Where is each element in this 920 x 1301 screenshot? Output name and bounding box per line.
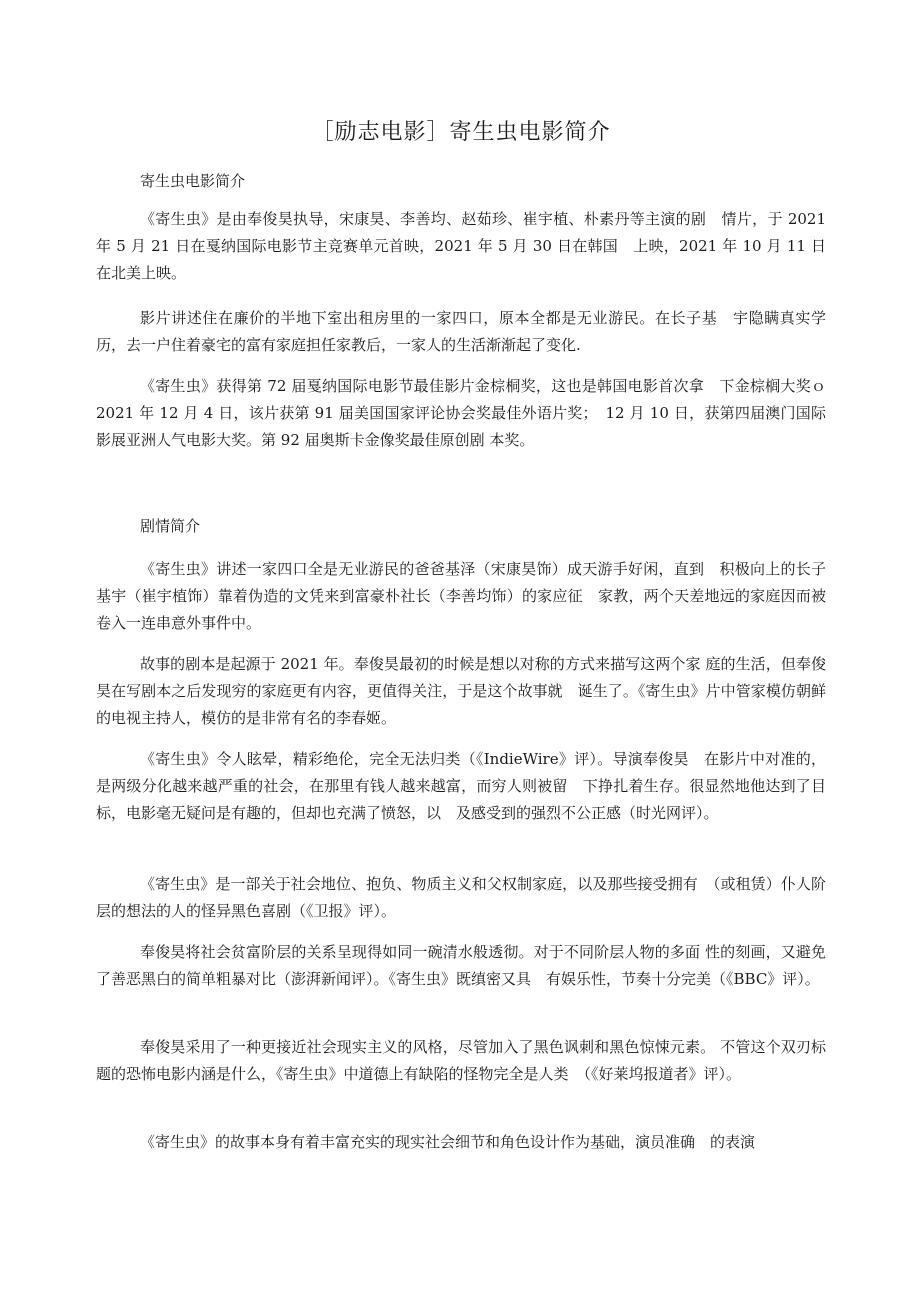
section-heading-intro: 寄生虫电影简介 (140, 172, 246, 190)
section-heading-plot: 剧情简介 (140, 517, 201, 535)
paragraph: 奉俊昊将社会贫富阶层的关系呈现得如同一碗清水般透彻。对于不同阶层人物的多面 性的刻画，又避免了善恶黑白的简单粗暴对比（澎湃新闻评）。《寄生虫》既缜密又具 有娱乐性，节奏十分完美（《BBC》评）。 (96, 943, 826, 988)
paragraph: 《寄生虫》是由奉俊昊执导，宋康昊、李善均、赵茹珍、崔宇植、朴素丹等主演的剧 情片，于 2021 年 5 月 21 日在戛纳国际电影节主竞赛单元首映，2021 年 5 月 30 日在韩国 上映，2021 年 10 月 11 日在北美上映。 (96, 210, 826, 282)
paragraph: 《寄生虫》令人眩晕，精彩绝伦，完全无法归类（《IndieWire》评）。导演奉俊昊 在影片中对准的，是两级分化越来越严重的社会，在那里有钱人越来越富，而穷人则被留 下挣扎着生存。很显然地他达到了目标，电影毫无疑问是有趣的，但却也充满了愤怒，以 及感受到的强烈不公正感（时光网评）。 (96, 750, 826, 822)
paragraph: 故事的剧本是起源于 2021 年。奉俊昊最初的时候是想以对称的方式来描写这两个家 庭的生活，但奉俊昊在写剧本之后发现穷的家庭更有内容，更值得关注，于是这个故事就 诞生了。《寄生虫》片中管家模仿朝鲜的电视主持人，模仿的是非常有名的李春姬。 (96, 655, 826, 727)
paragraph: 奉俊昊采用了一种更接近社会现实主义的风格，尽管加入了黑色讽刺和黑色惊悚元素。 不管这个双刃标题的恐怖电影内涵是什么，《寄生虫》中道德上有缺陷的怪物完全是人类 （《好莱坞报道者》评）。 (96, 1038, 826, 1083)
paragraph: 《寄生虫》是一部关于社会地位、抱负、物质主义和父权制家庭，以及那些接受拥有 （或租赁）仆人阶层的想法的人的怪异黑色喜剧（《卫报》评）。 (96, 875, 826, 920)
paragraph: 《寄生虫》讲述一家四口全是无业游民的爸爸基泽（宋康昊饰）成天游手好闲，直到 积极向上的长子基宇（崔宇植饰）靠着伪造的文凭来到富豪朴社长（李善均饰）的家应征 家教，两个天差地远的家庭因而被卷入一连串意外事件中。 (96, 560, 826, 632)
paragraph: 《寄生虫》的故事本身有着丰富充实的现实社会细节和角色设计作为基础，演员准确 的表演 (140, 1133, 756, 1151)
paragraph: 《寄生虫》获得第 72 届戛纳国际电影节最佳影片金棕桐奖，这也是韩国电影首次拿 下金棕榈大奖ｏ 2021 年 12 月 4 日，该片获第 91 届美国国家评论协会奖最佳外语片奖； 12 月 10 日，获第四届澳门国际影展亚洲人气电影大奖。第 92 届奥斯卡金像奖最佳原创剧 本奖。 (96, 377, 826, 449)
document-title: ［励志电影］寄生虫电影简介 (311, 120, 611, 145)
paragraph: 影片讲述住在廉价的半地下室出租房里的一家四口，原本全都是无业游民。在长子基 宇隐瞒真实学历，去一户住着豪宅的富有家庭担任家教后，一家人的生活渐渐起了变化. (96, 309, 826, 354)
